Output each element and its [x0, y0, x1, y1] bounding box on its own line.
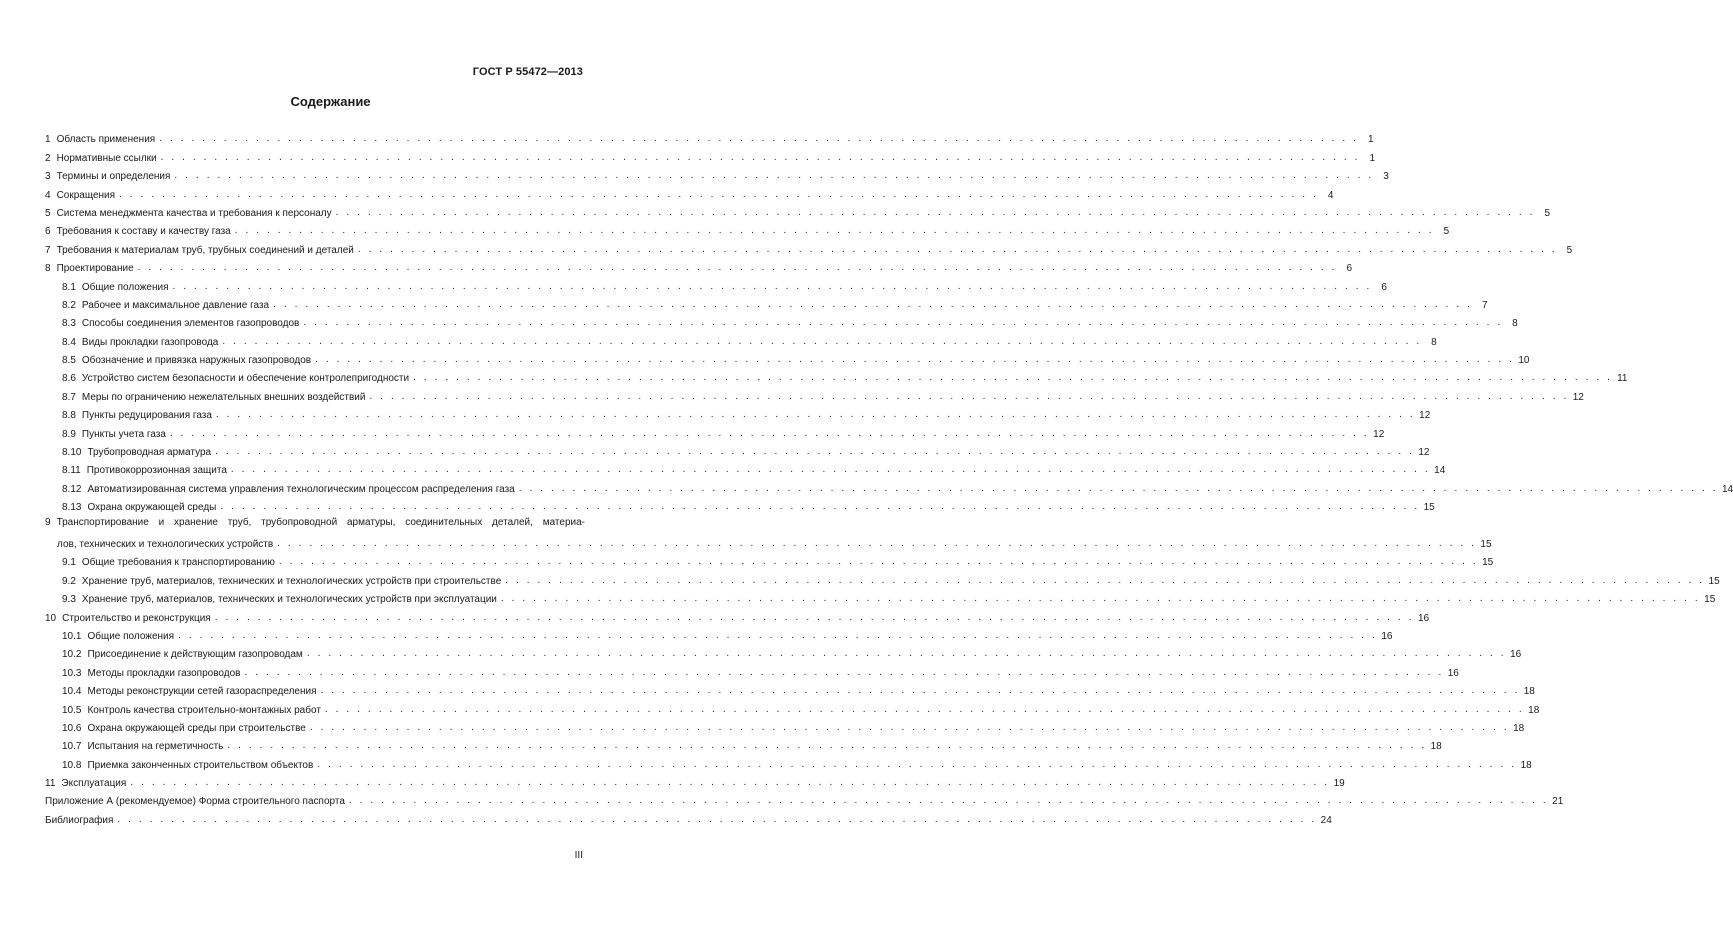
toc-entry-page: 14 [1721, 483, 1733, 495]
toc-entry-number: 8.6 [62, 373, 76, 385]
toc-entry-page: 4 [1327, 189, 1334, 201]
toc-entry-page: 11 [1617, 373, 1628, 385]
standard-designation: ГОСТ Р 55472—2013 [472, 66, 583, 78]
toc-entry-title: Приемка законченных строительством объектов [87, 759, 314, 771]
toc-entry[interactable] [45, 366, 1628, 385]
toc-leader-dots: . . . . . . . . . . . . . . . . . . . . . . . . . . . . . . . . . . . . . . . . . . . . . . . . . . . . . . . . . . . . . . . . . . . . . . . . . . . . . . . . . . . . . . . . . . . . . . . . . . . . . . . . . . . . . . . . [306, 648, 1507, 660]
toc-entry-page: 5 [1566, 244, 1573, 256]
toc-entry-title: Хранение труб, материалов, технических и технологических устройств при эксплуатации [81, 594, 497, 606]
toc-entry-page: 19 [1333, 778, 1345, 790]
toc-entry-title: Способы соединения элементов газопроводов [81, 318, 300, 330]
toc-leader-dots: . . . . . . . . . . . . . . . . . . . . . . . . . . . . . . . . . . . . . . . . . . . . . . . . . . . . . . . . . . . . . . . . . . . . . . . . . . . . . . . . . . . . . . . . . . . . . . . . . . . . . . . . . . . . . . . . [317, 758, 1517, 770]
toc-entry-title: Требования к составу и качеству газа [56, 226, 231, 238]
toc-entry-title: Охрана окружающей среды при строительстве [87, 722, 306, 734]
toc-entry-title: Система менеджмента качества и требования к персоналу [56, 207, 332, 219]
toc-entry[interactable] [45, 476, 1733, 495]
toc-entry-title: Виды прокладки газопровода [81, 336, 219, 348]
toc-entry-page: 24 [1320, 814, 1332, 826]
toc-leader-dots: . . . . . . . . . . . . . . . . . . . . . . . . . . . . . . . . . . . . . . . . . . . . . . . . . . . . . . . . . . . . . . . . . . . . . . . . . . . . . . . . . . . . . . . . . . . . . . . . . . . . . . . . . . . . . . . . [159, 133, 1359, 145]
toc-leader-dots: . . . . . . . . . . . . . . . . . . . . . . . . . . . . . . . . . . . . . . . . . . . . . . . . . . . . . . . . . . . . . . . . . . . . . . . . . . . . . . . . . . . . . . . . . . . . . . . . . . . . . . . . . . . . . . . . [277, 537, 1477, 549]
toc-leader-dots: . . . . . . . . . . . . . . . . . . . . . . . . . . . . . . . . . . . . . . . . . . . . . . . . . . . . . . . . . . . . . . . . . . . . . . . . . . . . . . . . . . . . . . . . . . . . . . . . . . . . . . . . . . . . . . . . [234, 225, 1435, 237]
toc-entry[interactable] [45, 642, 1522, 661]
toc-entry-title: Библиография [45, 814, 114, 826]
toc-entry-page: 10 [1518, 355, 1530, 367]
toc-leader-dots: . . . . . . . . . . . . . . . . . . . . . . . . . . . . . . . . . . . . . . . . . . . . . . . . . . . . . . . . . . . . . . . . . . . . . . . . . . . . . . . . . . . . . . . . . . . . . . . . . . . . . . . . . . . . . . . . [278, 556, 1479, 568]
toc-entry-page: 7 [1481, 299, 1488, 311]
toc-leader-dots: . . . . . . . . . . . . . . . . . . . . . . . . . . . . . . . . . . . . . . . . . . . . . . . . . . . . . . . . . . . . . . . . . . . . . . . . . . . . . . . . . . . . . . . . . . . . . . . . . . . . . . . . . . . . . . . . [222, 335, 1422, 347]
toc-entry-title: Методы прокладки газопроводов [87, 667, 241, 679]
toc-entry-title: Общие положения [81, 281, 169, 293]
toc-leader-dots: . . . . . . . . . . . . . . . . . . . . . . . . . . . . . . . . . . . . . . . . . . . . . . . . . . . . . . . . . . . . . . . . . . . . . . . . . . . . . . . . . . . . . . . . . . . . . . . . . . . . . . . . . . . . . . . . [273, 298, 1473, 310]
toc-leader-dots: . . . . . . . . . . . . . . . . . . . . . . . . . . . . . . . . . . . . . . . . . . . . . . . . . . . . . . . . . . . . . . . . . . . . . . . . . . . . . . . . . . . . . . . . . . . . . . . . . . . . . . . . . . . . . . . . [244, 666, 1444, 678]
toc-entry-number: 9.3 [62, 594, 76, 606]
toc-entry-number: 10.3 [62, 667, 82, 679]
toc-entry-title: Транспортирование и хранение труб, трубопроводной арматуры, соединительных деталей, материа- [56, 517, 585, 529]
toc-leader-dots: . . . . . . . . . . . . . . . . . . . . . . . . . . . . . . . . . . . . . . . . . . . . . . . . . . . . . . . . . . . . . . . . . . . . . . . . . . . . . . . . . . . . . . . . . . . . . . . . . . . . . . . . . . . . . . . . [348, 795, 1549, 807]
toc-entry-title: Охрана окружающей среды [87, 502, 217, 514]
toc-leader-dots: . . . . . . . . . . . . . . . . . . . . . . . . . . . . . . . . . . . . . . . . . . . . . . . . . . . . . . . . . . . . . . . . . . . . . . . . . . . . . . . . . . . . . . . . . . . . . . . . . . . . . . . . . . . . . . . . [320, 685, 1520, 697]
toc-leader-dots: . . . . . . . . . . . . . . . . . . . . . . . . . . . . . . . . . . . . . . . . . . . . . . . . . . . . . . . . . . . . . . . . . . . . . . . . . . . . . . . . . . . . . . . . . . . . . . . . . . . . . . . . . . . . . . . . [137, 262, 1338, 274]
toc-entry[interactable] [45, 384, 1584, 403]
toc-entry[interactable] [45, 311, 1518, 330]
toc-leader-dots: . . . . . . . . . . . . . . . . . . . . . . . . . . . . . . . . . . . . . . . . . . . . . . . . . . . . . . . . . . . . . . . . . . . . . . . . . . . . . . . . . . . . . . . . . . . . . . . . . . . . . . . . . . . . . . . . [214, 611, 1415, 623]
toc-entry-number: 8.11 [62, 465, 81, 477]
toc-entry-title: Проектирование [56, 263, 134, 275]
toc-entry-page: 18 [1520, 759, 1532, 771]
toc-entry[interactable] [45, 164, 1389, 183]
toc-entry-number: 9 [45, 517, 51, 529]
toc-entry-number: 1 [45, 134, 51, 146]
toc-entry[interactable] [45, 697, 1540, 716]
toc-entry-number: 3 [45, 171, 51, 183]
toc-entry[interactable] [45, 421, 1385, 440]
toc-leader-dots: . . . . . . . . . . . . . . . . . . . . . . . . . . . . . . . . . . . . . . . . . . . . . . . . . . . . . . . . . . . . . . . . . . . . . . . . . . . . . . . . . . . . . . . . . . . . . . . . . . . . . . . . . . . . . . . . [303, 317, 1503, 329]
toc-entry-title: Обозначение и привязка наружных газопроводов [81, 355, 312, 367]
toc-entry[interactable] [45, 329, 1437, 348]
toc-entry[interactable] [45, 145, 1376, 164]
toc-entry-page: 14 [1434, 465, 1446, 477]
toc-entry-title: Термины и определения [56, 171, 171, 183]
toc-leader-dots: . . . . . . . . . . . . . . . . . . . . . . . . . . . . . . . . . . . . . . . . . . . . . . . . . . . . . . . . . . . . . . . . . . . . . . . . . . . . . . . . . . . . . . . . . . . . . . . . . . . . . . . . . . . . . . . . [227, 740, 1427, 752]
toc-entry-page: 18 [1523, 686, 1535, 698]
toc-leader-dots: . . . . . . . . . . . . . . . . . . . . . . . . . . . . . . . . . . . . . . . . . . . . . . . . . . . . . . . . . . . . . . . . . . . . . . . . . . . . . . . . . . . . . . . . . . . . . . . . . . . . . . . . . . . . . . . . [220, 501, 1420, 513]
toc-entry[interactable] [45, 568, 1720, 587]
toc-entry-number: 4 [45, 189, 51, 201]
toc-entry-number: 8.12 [62, 483, 82, 495]
toc-entry-number: 8.13 [62, 502, 82, 514]
toc-entry[interactable] [45, 348, 1530, 367]
toc-entry[interactable] [45, 587, 1716, 606]
toc-entry-line-2 [45, 532, 1492, 550]
toc-entry-page: 16 [1417, 612, 1430, 624]
toc-leader-dots: . . . . . . . . . . . . . . . . . . . . . . . . . . . . . . . . . . . . . . . . . . . . . . . . . . . . . . . . . . . . . . . . . . . . . . . . . . . . . . . . . . . . . . . . . . . . . . . . . . . . . . . . . . . . . . . . [518, 482, 1719, 494]
toc-entry-page: 18 [1528, 704, 1540, 716]
toc-entry-title: Пункты учета газа [81, 428, 166, 440]
toc-entry[interactable] [45, 513, 1492, 550]
toc-entry-number: 7 [45, 244, 51, 256]
toc-entry[interactable] [45, 624, 1393, 642]
toc-leader-dots: . . . . . . . . . . . . . . . . . . . . . . . . . . . . . . . . . . . . . . . . . . . . . . . . . . . . . . . . . . . . . . . . . . . . . . . . . . . . . . . . . . . . . . . . . . . . . . . . . . . . . . . . . . . . . . . . [172, 280, 1372, 292]
toc-entry-page: 15 [1708, 575, 1720, 587]
toc-entry[interactable] [45, 605, 1430, 624]
toc-entry-title: Область применения [56, 134, 156, 146]
toc-entry-number: 2 [45, 152, 51, 164]
toc-entry[interactable] [45, 219, 1450, 238]
toc-entry-number: 9.1 [62, 557, 76, 569]
toc-entry-page: 12 [1572, 391, 1584, 403]
toc-entry-page: 5 [1544, 207, 1551, 219]
toc-entry[interactable] [45, 182, 1334, 201]
toc-entry-line-1 [45, 513, 585, 531]
toc-entry-number: 8.7 [62, 391, 76, 403]
toc-leader-dots: . . . . . . . . . . . . . . . . . . . . . . . . . . . . . . . . . . . . . . . . . . . . . . . . . . . . . . . . . . . . . . . . . . . . . . . . . . . . . . . . . . . . . . . . . . . . . . . . . . . . . . . . . . . . . . . . [315, 354, 1515, 366]
toc-entry-number: 10.4 [62, 686, 82, 698]
toc-entry-title: Требования к материалам труб, трубных соединений и деталей [56, 244, 354, 256]
toc-entry-number: 10 [45, 612, 57, 624]
toc-entry-title: Присоединение к действующим газопроводам [87, 649, 303, 661]
toc-leader-dots: . . . . . . . . . . . . . . . . . . . . . . . . . . . . . . . . . . . . . . . . . . . . . . . . . . . . . . . . . . . . . . . . . . . . . . . . . . . . . . . . . . . . . . . . . . . . . . . . . . . . . . . . . . . . . . . . [369, 390, 1569, 402]
toc-entry[interactable] [45, 440, 1430, 459]
toc-leader-dots: . . . . . . . . . . . . . . . . . . . . . . . . . . . . . . . . . . . . . . . . . . . . . . . . . . . . . . . . . . . . . . . . . . . . . . . . . . . . . . . . . . . . . . . . . . . . . . . . . . . . . . . . . . . . . . . . [413, 372, 1613, 384]
toc-entry-page: 16 [1381, 630, 1393, 642]
toc-entry-page: 18 [1513, 722, 1525, 734]
toc-entry-title: Хранение труб, материалов, технических и технологических устройств при строительстве [81, 575, 502, 587]
toc-entry[interactable] [45, 771, 1345, 790]
toc-entry-page: 6 [1346, 263, 1353, 275]
toc-entry-title: Приложение А (рекомендуемое) Форма строительного паспорта [45, 796, 345, 808]
toc-entry-page: 21 [1552, 796, 1564, 808]
toc-entry-page: 12 [1418, 447, 1430, 459]
toc-entry-page: 6 [1381, 281, 1387, 293]
toc-entry-title: Сокращения [56, 189, 116, 201]
toc-entry-number: 6 [45, 226, 51, 238]
toc-entry-title: Методы реконструкции сетей газораспределения [87, 686, 317, 698]
toc-leader-dots: . . . . . . . . . . . . . . . . . . . . . . . . . . . . . . . . . . . . . . . . . . . . . . . . . . . . . . . . . . . . . . . . . . . . . . . . . . . . . . . . . . . . . . . . . . . . . . . . . . . . . . . . . . . . . . . . [309, 721, 1510, 733]
toc-entry-page: 1 [1368, 134, 1374, 146]
toc-entry-number: 8.4 [62, 336, 76, 348]
toc-entry[interactable] [45, 127, 1374, 146]
toc-entry-title: Рабочее и максимальное давление газа [81, 299, 270, 311]
toc-entry-number: 10.8 [62, 759, 82, 771]
toc-entry-title: Меры по ограничению нежелательных внешних воздействий [81, 391, 366, 403]
toc-leader-dots: . . . . . . . . . . . . . . . . . . . . . . . . . . . . . . . . . . . . . . . . . . . . . . . . . . . . . . . . . . . . . . . . . . . . . . . . . . . . . . . . . . . . . . . . . . . . . . . . . . . . . . . . . . . . . . . . [160, 151, 1361, 163]
toc-entry-title: Общие положения [87, 630, 175, 642]
toc-entry-page: 12 [1419, 410, 1431, 422]
toc-entry-title: Общие требования к транспортированию [81, 557, 275, 569]
toc-entry-page: 18 [1430, 741, 1442, 753]
toc-entry-title: Нормативные ссылки [56, 152, 157, 164]
toc-entry-number: 10.2 [62, 649, 82, 661]
toc-leader-dots: . . . . . . . . . . . . . . . . . . . . . . . . . . . . . . . . . . . . . . . . . . . . . . . . . . . . . . . . . . . . . . . . . . . . . . . . . . . . . . . . . . . . . . . . . . . . . . . . . . . . . . . . . . . . . . . . [500, 593, 1701, 605]
toc-leader-dots: . . . . . . . . . . . . . . . . . . . . . . . . . . . . . . . . . . . . . . . . . . . . . . . . . . . . . . . . . . . . . . . . . . . . . . . . . . . . . . . . . . . . . . . . . . . . . . . . . . . . . . . . . . . . . . . . [178, 629, 1378, 641]
toc-entry-page: 15 [1482, 557, 1494, 569]
toc-entry[interactable] [45, 201, 1551, 219]
toc-leader-dots: . . . . . . . . . . . . . . . . . . . . . . . . . . . . . . . . . . . . . . . . . . . . . . . . . . . . . . . . . . . . . . . . . . . . . . . . . . . . . . . . . . . . . . . . . . . . . . . . . . . . . . . . . . . . . . . . [230, 464, 1431, 476]
toc-entry-number: 11 [45, 778, 56, 790]
toc-entry-page: 15 [1704, 594, 1716, 606]
toc-entry-page: 15 [1423, 502, 1435, 514]
toc-entry[interactable] [45, 752, 1532, 771]
page-title: Содержание [290, 94, 371, 109]
toc-leader-dots: . . . . . . . . . . . . . . . . . . . . . . . . . . . . . . . . . . . . . . . . . . . . . . . . . . . . . . . . . . . . . . . . . . . . . . . . . . . . . . . . . . . . . . . . . . . . . . . . . . . . . . . . . . . . . . . . [505, 574, 1705, 586]
toc-entry-number: 10.5 [62, 704, 82, 716]
toc-leader-dots: . . . . . . . . . . . . . . . . . . . . . . . . . . . . . . . . . . . . . . . . . . . . . . . . . . . . . . . . . . . . . . . . . . . . . . . . . . . . . . . . . . . . . . . . . . . . . . . . . . . . . . . . . . . . . . . . [169, 427, 1370, 439]
toc-entry-number: 10.7 [62, 741, 82, 753]
toc-leader-dots: . . . . . . . . . . . . . . . . . . . . . . . . . . . . . . . . . . . . . . . . . . . . . . . . . . . . . . . . . . . . . . . . . . . . . . . . . . . . . . . . . . . . . . . . . . . . . . . . . . . . . . . . . . . . . . . . [130, 777, 1330, 789]
toc-entry[interactable] [45, 550, 1494, 569]
toc-entry[interactable] [45, 495, 1435, 514]
toc-entry-number: 8.5 [62, 355, 76, 367]
toc-entry-number: 8.9 [62, 428, 76, 440]
toc-entry[interactable] [45, 660, 1459, 679]
toc-leader-dots: . . . . . . . . . . . . . . . . . . . . . . . . . . . . . . . . . . . . . . . . . . . . . . . . . . . . . . . . . . . . . . . . . . . . . . . . . . . . . . . . . . . . . . . . . . . . . . . . . . . . . . . . . . . . . . . . [324, 703, 1525, 715]
toc-entry[interactable] [45, 293, 1488, 311]
toc-entry[interactable] [45, 274, 1387, 293]
toc-entry-page: 5 [1443, 226, 1450, 238]
toc-entry-title: Строительство и реконструкция [62, 612, 211, 624]
toc-entry[interactable] [45, 716, 1525, 734]
toc-entry-page: 1 [1369, 152, 1376, 164]
toc-entry[interactable] [45, 237, 1573, 256]
toc-entry-page: 3 [1383, 171, 1389, 183]
toc-leader-dots: . . . . . . . . . . . . . . . . . . . . . . . . . . . . . . . . . . . . . . . . . . . . . . . . . . . . . . . . . . . . . . . . . . . . . . . . . . . . . . . . . . . . . . . . . . . . . . . . . . . . . . . . . . . . . . . . [335, 206, 1536, 218]
toc-leader-dots: . . . . . . . . . . . . . . . . . . . . . . . . . . . . . . . . . . . . . . . . . . . . . . . . . . . . . . . . . . . . . . . . . . . . . . . . . . . . . . . . . . . . . . . . . . . . . . . . . . . . . . . . . . . . . . . . [119, 188, 1319, 200]
toc-entry-title: Пункты редуцирования газа [81, 410, 212, 422]
toc-entry[interactable] [45, 807, 1332, 826]
toc-entry[interactable] [45, 679, 1535, 698]
toc-entry-title: Контроль качества строительно-монтажных работ [87, 704, 321, 716]
toc-leader-dots: . . . . . . . . . . . . . . . . . . . . . . . . . . . . . . . . . . . . . . . . . . . . . . . . . . . . . . . . . . . . . . . . . . . . . . . . . . . . . . . . . . . . . . . . . . . . . . . . . . . . . . . . . . . . . . . . [357, 243, 1558, 255]
toc-entry-title: Эксплуатация [61, 778, 127, 790]
toc-leader-dots: . . . . . . . . . . . . . . . . . . . . . . . . . . . . . . . . . . . . . . . . . . . . . . . . . . . . . . . . . . . . . . . . . . . . . . . . . . . . . . . . . . . . . . . . . . . . . . . . . . . . . . . . . . . . . . . . [117, 813, 1317, 825]
toc-entry-title: Автоматизированная система управления технологическим процессом распределения газа [87, 483, 515, 495]
table-of-contents [45, 127, 1733, 826]
toc-entry-title-continued: лов, технических и технологических устройств [57, 538, 274, 550]
toc-entry-title: Противокоррозионная защита [86, 465, 227, 477]
toc-entry-title: Устройство систем безопасности и обеспечение контролепригодности [81, 373, 410, 385]
toc-entry-number: 10.6 [62, 722, 82, 734]
toc-entry-number: 8.3 [62, 318, 76, 330]
toc-entry-title: Трубопроводная арматура [87, 447, 212, 459]
toc-entry[interactable] [45, 734, 1442, 753]
toc-leader-dots: . . . . . . . . . . . . . . . . . . . . . . . . . . . . . . . . . . . . . . . . . . . . . . . . . . . . . . . . . . . . . . . . . . . . . . . . . . . . . . . . . . . . . . . . . . . . . . . . . . . . . . . . . . . . . . . . [215, 409, 1416, 421]
toc-entry[interactable] [45, 403, 1431, 422]
page-number: III [574, 850, 583, 861]
toc-entry-title: Испытания на герметичность [87, 741, 224, 753]
toc-entry-page: 12 [1373, 428, 1385, 440]
toc-entry[interactable] [45, 256, 1353, 275]
toc-leader-dots: . . . . . . . . . . . . . . . . . . . . . . . . . . . . . . . . . . . . . . . . . . . . . . . . . . . . . . . . . . . . . . . . . . . . . . . . . . . . . . . . . . . . . . . . . . . . . . . . . . . . . . . . . . . . . . . . [215, 446, 1415, 458]
toc-entry-page: 8 [1431, 336, 1437, 348]
toc-entry-page: 16 [1510, 649, 1522, 661]
toc-entry-number: 8.8 [62, 410, 76, 422]
toc-entry-number: 8 [45, 263, 51, 275]
toc-entry[interactable] [45, 458, 1446, 477]
toc-entry-page: 8 [1512, 318, 1518, 330]
toc-entry-page: 15 [1480, 538, 1492, 550]
toc-entry-number: 10.1 [62, 630, 82, 642]
toc-entry-page: 16 [1447, 667, 1459, 679]
toc-entry-number: 9.2 [62, 575, 76, 587]
toc-entry-number: 8.1 [62, 281, 76, 293]
toc-entry-number: 8.10 [62, 447, 82, 459]
toc-entry[interactable] [45, 789, 1564, 808]
toc-entry-number: 8.2 [62, 299, 76, 311]
toc-entry-number: 5 [45, 207, 51, 219]
toc-leader-dots: . . . . . . . . . . . . . . . . . . . . . . . . . . . . . . . . . . . . . . . . . . . . . . . . . . . . . . . . . . . . . . . . . . . . . . . . . . . . . . . . . . . . . . . . . . . . . . . . . . . . . . . . . . . . . . . . [174, 170, 1374, 182]
